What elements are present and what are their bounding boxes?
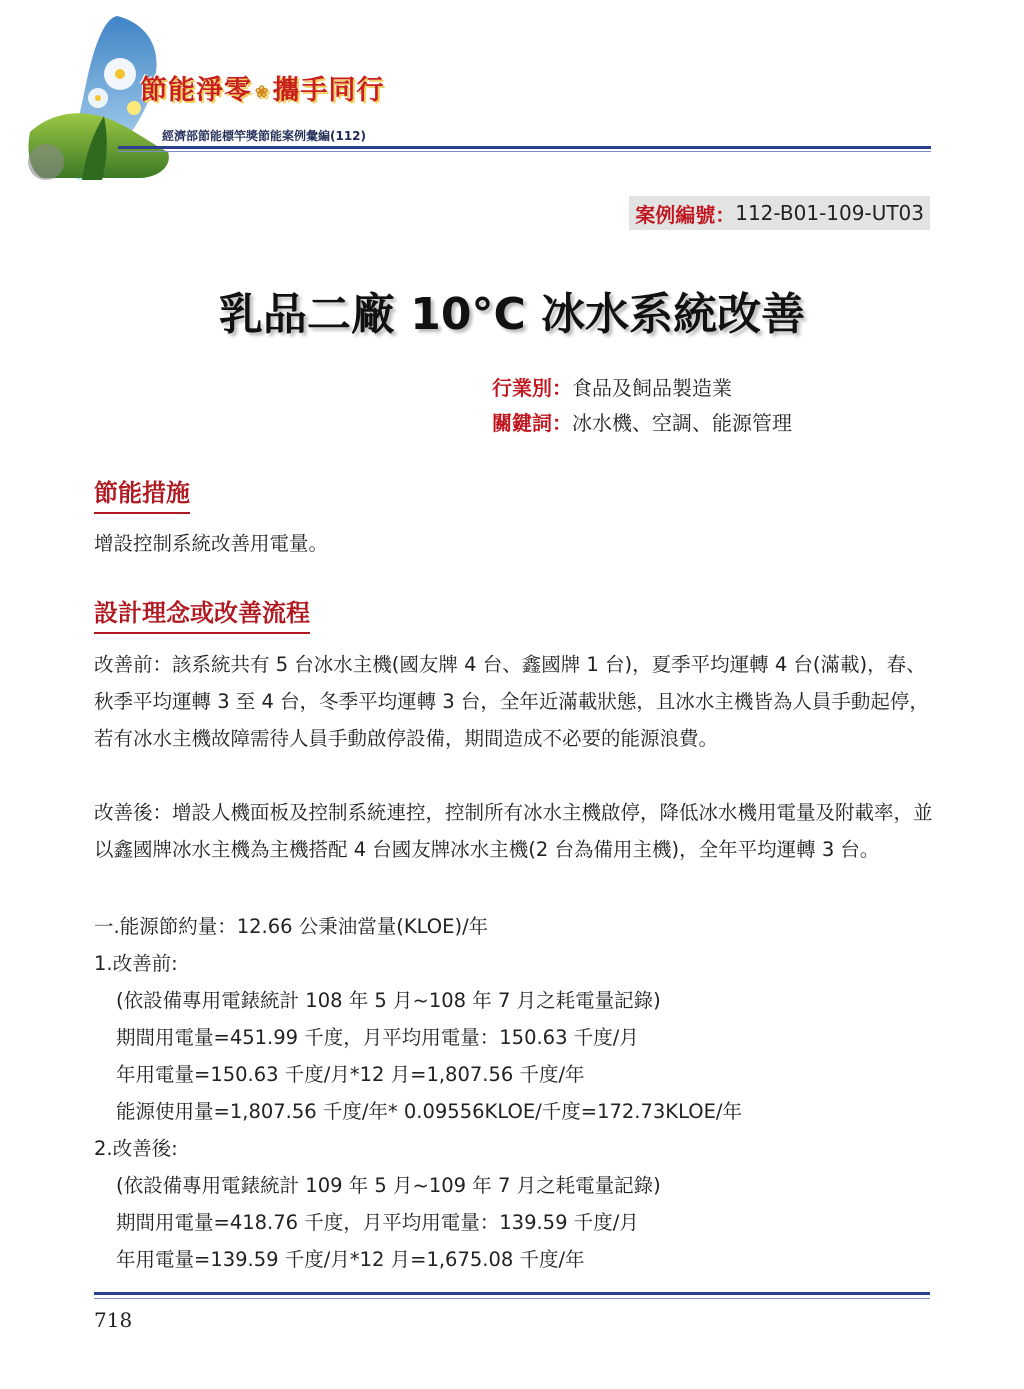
after-line-3: 年用電量=139.59 千度/月*12 月=1,675.08 千度/年 bbox=[116, 1248, 585, 1271]
after-line-2: 期間用電量=418.76 千度，月平均用電量：139.59 千度/月 bbox=[116, 1211, 639, 1234]
after-heading: 2.改善後: bbox=[94, 1137, 178, 1160]
industry-row bbox=[492, 372, 732, 401]
industry-label: 行業別： bbox=[492, 376, 572, 400]
before-line-2: 期間用電量=451.99 千度，月平均用電量：150.63 千度/月 bbox=[116, 1026, 639, 1049]
page-title: 乳品二廠 10°C 冰水系統改善 bbox=[218, 289, 806, 340]
slogan-part-2: 攜手同行 bbox=[272, 75, 385, 106]
keywords-label: 關鍵詞： bbox=[492, 411, 572, 435]
after-paragraph: 改善後：增設人機面板及控制系統連控，控制所有冰水主機啟停，降低冰水機用電量及附載率，並以鑫國牌冰水主機為主機搭配 4 台國友牌冰水主機(2 台為備用主機)，全年平均運轉 3 台。 bbox=[94, 801, 933, 861]
case-number-label: 案例編號： bbox=[635, 202, 736, 227]
keywords-value: 冰水機、空調、能源管理 bbox=[572, 411, 792, 435]
before-heading: 1.改善前: bbox=[94, 952, 178, 975]
slogan-part-1: 節能淨零 bbox=[140, 75, 252, 106]
section-heading-design: 設計理念或改善流程 bbox=[94, 593, 310, 634]
header-subtitle: 經濟部節能標竿獎節能案例彙編(112) bbox=[162, 129, 367, 143]
page-header bbox=[0, 0, 1024, 190]
before-line-4: 能源使用量=1,807.56 千度/年* 0.09556KLOE/千度=172.73KLOE/年 bbox=[116, 1100, 742, 1123]
flower-icon: ❀ bbox=[255, 82, 270, 101]
section-heading-measures: 節能措施 bbox=[94, 473, 190, 514]
measures-text: 增設控制系統改善用電量。 bbox=[94, 532, 329, 555]
case-number-value: 112-B01-109-UT03 bbox=[735, 201, 924, 225]
header-rule-thin bbox=[118, 151, 931, 152]
industry-value: 食品及飼品製造業 bbox=[572, 376, 732, 400]
case-number-box bbox=[629, 196, 930, 230]
header-rule bbox=[118, 146, 931, 149]
footer-rule bbox=[94, 1292, 930, 1295]
before-line-3: 年用電量=150.63 千度/月*12 月=1,807.56 千度/年 bbox=[116, 1063, 585, 1086]
footer-rule-thin bbox=[94, 1298, 930, 1299]
page-number: 718 bbox=[94, 1308, 133, 1332]
before-line-1: (依設備專用電錶統計 108 年 5 月~108 年 7 月之耗電量記錄) bbox=[116, 989, 661, 1012]
keywords-row bbox=[492, 407, 792, 436]
energy-saving-line: 一.能源節約量：12.66 公秉油當量(KLOE)/年 bbox=[94, 915, 489, 938]
header-slogan bbox=[140, 68, 384, 107]
after-line-1: (依設備專用電錶統計 109 年 5 月~109 年 7 月之耗電量記錄) bbox=[116, 1174, 661, 1197]
before-paragraph: 改善前：該系統共有 5 台冰水主機(國友牌 4 台、鑫國牌 1 台)，夏季平均運轉 4 台(滿載)，春、秋季平均運轉 3 至 4 台，冬季平均運轉 3 台，全年近滿載狀態，且冰水主機皆為人員手動起停，若有冰水主機故障需待人員手動啟停設備，期間造成不必要的能源浪費。 bbox=[94, 653, 929, 750]
